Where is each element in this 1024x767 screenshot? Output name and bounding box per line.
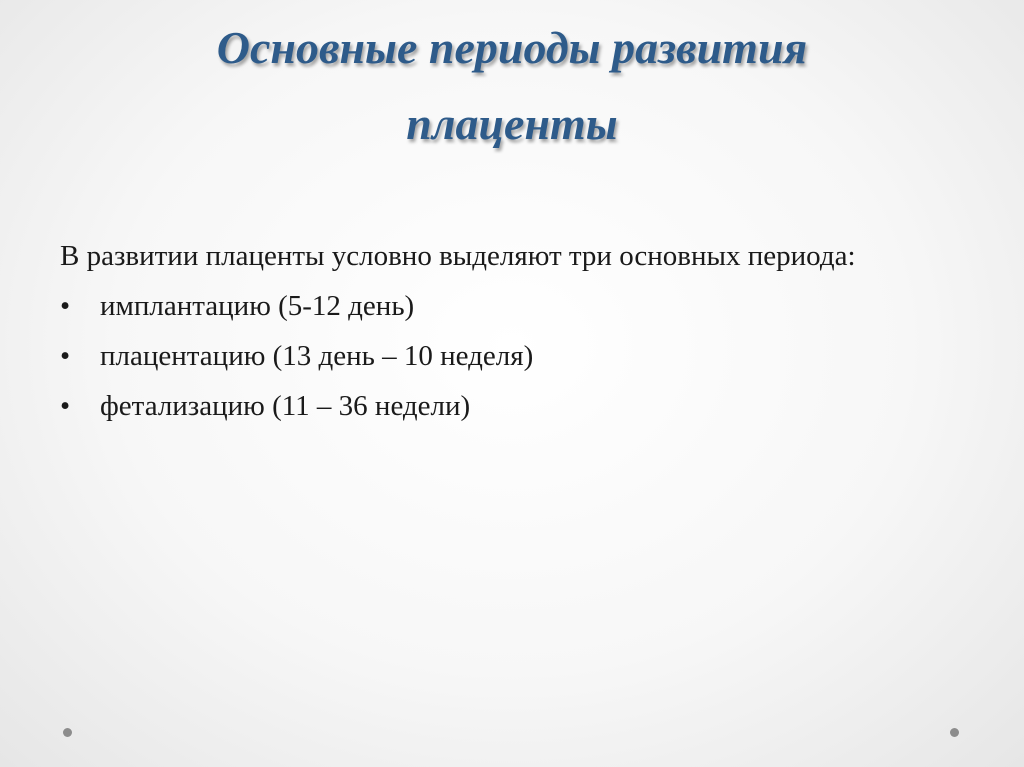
slide-title xyxy=(0,10,1024,162)
bullet-icon: • xyxy=(60,290,71,322)
intro-paragraph: В развитии плаценты условно выделяют три основных периода: xyxy=(60,240,856,272)
slide-body xyxy=(60,235,940,435)
bullet-icon: • xyxy=(60,340,71,372)
bullet-icon: • xyxy=(60,390,71,422)
list-item-text: плацентацию (13 день – 10 неделя) xyxy=(100,340,534,372)
list-item-text: имплантацию (5-12 день) xyxy=(100,290,415,322)
list-item-text: фетализацию (11 – 36 недели) xyxy=(100,390,471,422)
list-item xyxy=(60,285,940,327)
list-item xyxy=(60,335,940,377)
corner-dot-icon-left xyxy=(63,728,72,737)
slide-title-line-2: плаценты xyxy=(406,98,618,149)
corner-dot-icon-right xyxy=(950,728,959,737)
slide-title-line-1: Основные периоды развития xyxy=(216,22,808,73)
list-item xyxy=(60,385,940,427)
bullet-list xyxy=(60,285,940,427)
